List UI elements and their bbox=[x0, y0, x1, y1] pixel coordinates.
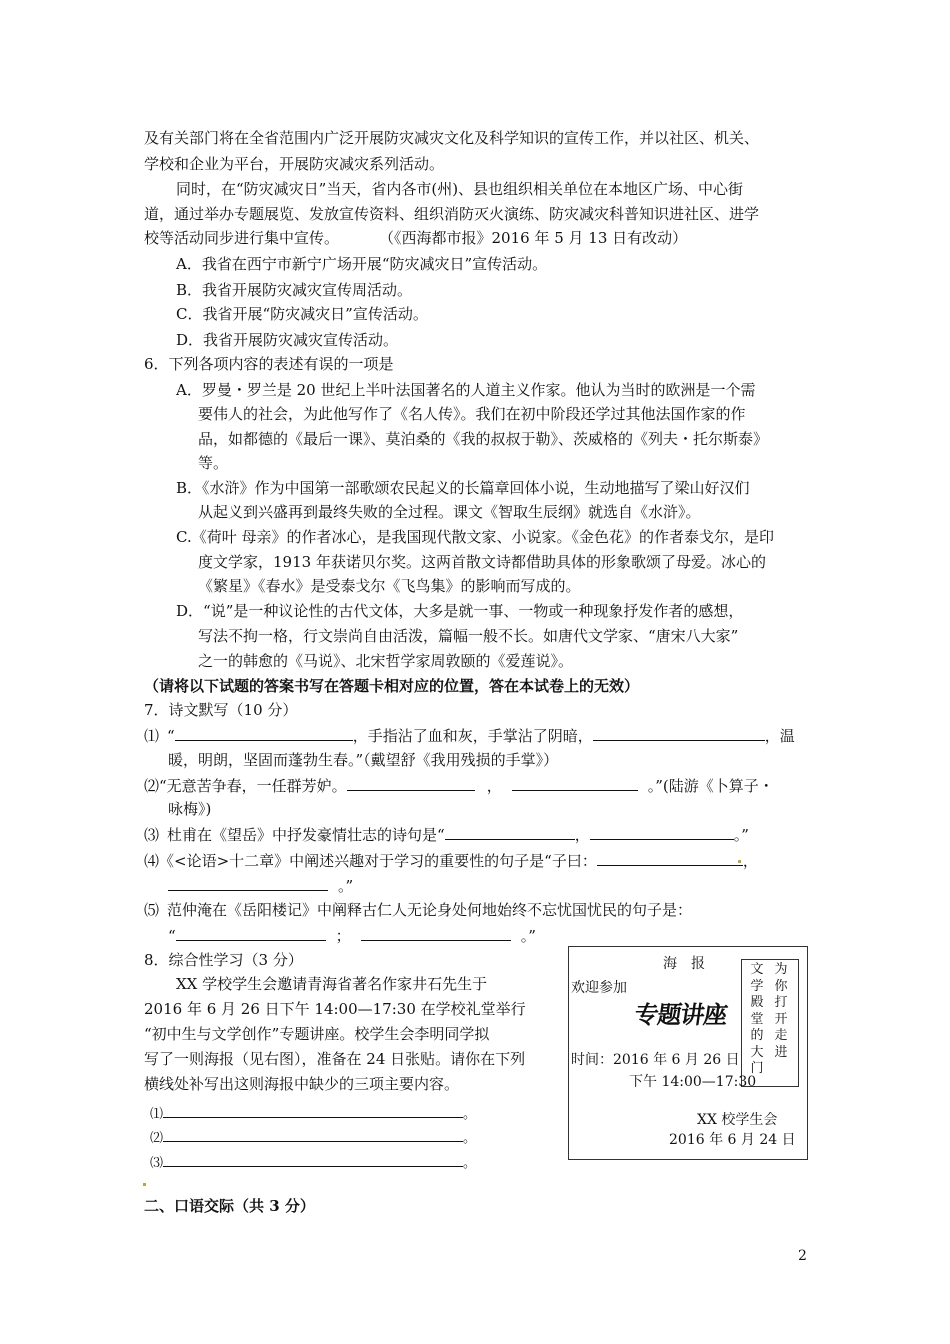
q6-stem: 6．下列各项内容的表述有误的一项是 bbox=[144, 355, 394, 373]
q7-item-3: ⑶ 杜甫在《望岳》中抒发豪情壮志的诗句是“ ， 。” bbox=[144, 826, 749, 844]
blank-line[interactable] bbox=[175, 725, 353, 741]
q6-option-a: 品，如都德的《最后一课》、莫泊桑的《我的叔叔于勒》、茨威格的《列夫・托尔斯泰》 bbox=[198, 430, 769, 448]
q7-item-5: ⑸ 范仲淹在《岳阳楼记》中阐释古仁人无论身处何地始终不忘忧国忧民的句子是： bbox=[144, 901, 693, 919]
q6-option-d: D．“说”是一种议论性的古代文体，大多是就一事、一物或一种现象抒发作者的感想， bbox=[176, 602, 744, 620]
blank-line[interactable] bbox=[361, 925, 511, 941]
q8-text: 2016 年 6 月 26 日下午 14:00—17:30 在学校礼堂举行 bbox=[144, 1000, 526, 1018]
poster-slogan-box bbox=[741, 959, 799, 1087]
decorative-dot bbox=[738, 860, 741, 863]
blank-line[interactable] bbox=[593, 725, 765, 741]
q6-option-a: A．罗曼・罗兰是 20 世纪上半叶法国著名的人道主义作家。他认为当时的欧洲是一个需 bbox=[176, 381, 756, 399]
poster bbox=[568, 946, 808, 1160]
poster-date: 2016 年 6 月 24 日 bbox=[669, 1132, 796, 1148]
q7-item-5: “ ； 。” bbox=[168, 927, 536, 945]
answer-notice: （请将以下试题的答案书写在答题卡相对应的位置，答在本试卷上的无效） bbox=[144, 677, 640, 695]
blank-line[interactable] bbox=[163, 1126, 463, 1142]
passage-line: 学校和企业为平台，开展防灾减灾系列活动。 bbox=[144, 155, 445, 173]
blank-line[interactable] bbox=[347, 775, 475, 791]
option-a: A．我省在西宁市新宁广场开展“防灾减灾日”宣传活动。 bbox=[176, 255, 548, 273]
q6-option-b: 从起义到兴盛再到最终失败的全过程。课文《智取生辰纲》就选自《水浒》。 bbox=[198, 503, 701, 521]
q8-text: XX 学校学生会邀请青海省著名作家井石先生于 bbox=[176, 975, 488, 993]
q8-blank-1: ⑴ 。 bbox=[150, 1102, 476, 1125]
q7-item-1: ⑴ “ ，手指沾了血和灰，手掌沾了阴暗， ，温 bbox=[144, 727, 795, 745]
poster-welcome: 欢迎参加 bbox=[571, 980, 627, 996]
option-c: C．我省开展“防灾减灾日”宣传活动。 bbox=[176, 305, 428, 323]
q8-title: 8．综合性学习（3 分） bbox=[144, 951, 303, 969]
poster-lecture-title: 专题讲座 bbox=[632, 1001, 729, 1029]
q8-blank-2: ⑵ 。 bbox=[150, 1126, 476, 1149]
q6-option-b: B．《水浒》作为中国第一部歌颂农民起义的长篇章回体小说，生动地描写了梁山好汉们 bbox=[176, 479, 750, 497]
q6-option-d: 之一的韩愈的《马说》、北宋哲学家周敦颐的《爱莲说》。 bbox=[198, 652, 574, 670]
q8-blank-3: ⑶ 。 bbox=[150, 1151, 476, 1174]
q6-option-a: 等。 bbox=[198, 454, 229, 472]
passage-source: （《西海都市报》2016 年 5 月 13 日有改动） bbox=[379, 229, 688, 247]
poster-slogan-right: 为你打开走进 bbox=[774, 962, 788, 1060]
passage-line: 同时，在“防灾减灾日”当天，省内各市(州)、县也组织相关单位在本地区广场、中心街 bbox=[176, 180, 744, 198]
blank-line[interactable] bbox=[176, 925, 326, 941]
passage-line: 道，通过举办专题展览、发放宣传资料、组织消防灭火演练、防灾减灾科普知识进社区、进学 bbox=[144, 205, 760, 223]
blank-line[interactable] bbox=[590, 824, 734, 840]
blank-line[interactable] bbox=[163, 1151, 463, 1167]
q6-option-a: 要伟人的社会，为此他写作了《名人传》。我们在初中阶段还学过其他法国作家的作 bbox=[198, 405, 746, 423]
option-d: D．我省开展防灾减灾宣传活动。 bbox=[176, 331, 399, 349]
q7-item-4: 。” bbox=[168, 875, 353, 896]
decorative-dot bbox=[143, 1183, 146, 1186]
q8-text: 写了一则海报（见右图），准备在 24 日张贴。请你在下列 bbox=[144, 1050, 526, 1068]
page-number: 2 bbox=[798, 1248, 807, 1264]
q6-option-c: C.《荷叶 母亲》的作者冰心，是我国现代散文家、小说家。《金色花》的作者泰戈尔，是印 bbox=[176, 528, 774, 546]
blank-line[interactable] bbox=[512, 775, 638, 791]
poster-organizer: XX 校学生会 bbox=[697, 1112, 778, 1128]
poster-slogan-left: 文学殿堂的大门 bbox=[750, 962, 764, 1076]
section-2-heading: 二、口语交际（共 3 分） bbox=[144, 1197, 315, 1215]
q7-item-2: ⑵“无意苦争春，一任群芳妒。 ， 。”(陆游《卜算子・ bbox=[144, 777, 774, 795]
q6-option-c: 度文学家，1913 年获诺贝尔奖。这两首散文诗都借助具体的形象歌颂了母爱。冰心的 bbox=[198, 553, 766, 571]
passage-line: 及有关部门将在全省范围内广泛开展防灾减灾文化及科学知识的宣传工作，并以社区、机关、 bbox=[144, 129, 760, 147]
blank-line[interactable] bbox=[445, 824, 575, 840]
blank-line[interactable] bbox=[163, 1102, 463, 1118]
q7-item-4: ⑷《<论语>十二章》中阐述兴趣对于学习的重要性的句子是“子曰： ， bbox=[144, 852, 758, 870]
q6-option-c: 《繁星》《春水》是受泰戈尔《飞鸟集》的影响而写成的。 bbox=[198, 577, 581, 595]
q7-item-1: 暖，明朗，坚固而蓬勃生春。”（戴望舒《我用残损的手掌》） bbox=[168, 751, 559, 769]
poster-time2: 下午 14:00—17:30 bbox=[629, 1074, 757, 1090]
poster-time: 时间：2016 年 6 月 26 日 bbox=[571, 1052, 740, 1068]
blank-line[interactable] bbox=[597, 850, 743, 866]
option-b: B．我省开展防灾减灾宣传周活动。 bbox=[176, 281, 413, 299]
q7-title: 7．诗文默写（10 分） bbox=[144, 701, 298, 719]
q8-text: “初中生与文学创作”专题讲座。校学生会李明同学拟 bbox=[144, 1025, 490, 1043]
q8-text: 横线处补写出这则海报中缺少的三项主要内容。 bbox=[144, 1075, 460, 1093]
poster-title: 海 报 bbox=[663, 956, 705, 972]
q6-option-d: 写法不拘一格，行文崇尚自由活泼，篇幅一般不长。如唐代文学家、“唐宋八大家” bbox=[198, 627, 739, 645]
blank-line[interactable] bbox=[168, 875, 328, 891]
q7-item-2: 咏梅》) bbox=[168, 800, 212, 818]
passage-line: 校等活动同步进行集中宣传。 （《西海都市报》2016 年 5 月 13 日有改动） bbox=[144, 229, 688, 247]
